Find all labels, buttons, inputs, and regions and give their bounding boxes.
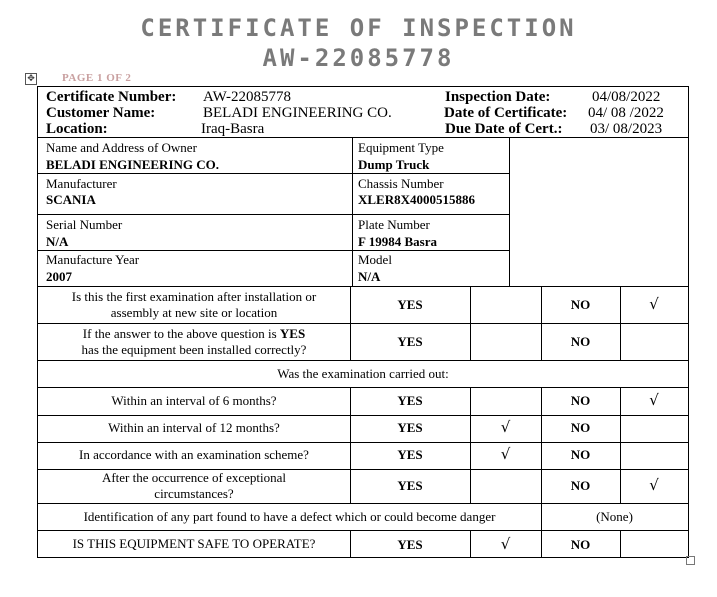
safe-yes-checkmark-icon[interactable]: √ bbox=[500, 535, 511, 553]
q5-yes-checkmark-icon[interactable]: √ bbox=[500, 445, 511, 463]
manufacturer-label: Manufacturer bbox=[46, 176, 117, 191]
q1-yes-label: YES bbox=[397, 297, 423, 312]
defect-identification-value: (None) bbox=[596, 509, 633, 524]
q5-yes-label: YES bbox=[397, 447, 423, 462]
owner-value: BELADI ENGINEERING CO. bbox=[46, 157, 220, 172]
equipment-type-label: Equipment Type bbox=[358, 140, 444, 155]
q3-yes-label: YES bbox=[397, 393, 423, 408]
q3-no-label: NO bbox=[570, 393, 591, 408]
chassis-number-value: XLER8X4000515886 bbox=[358, 192, 476, 207]
question-exceptional-circumstances: After the occurrence of exceptional circumstances? bbox=[101, 470, 287, 501]
table-resize-handle-icon[interactable] bbox=[686, 556, 695, 565]
plate-number-value: F 19984 Basra bbox=[358, 234, 437, 249]
chassis-number-label: Chassis Number bbox=[358, 176, 444, 191]
q4-no-label: NO bbox=[570, 420, 591, 435]
location-label: Location: bbox=[46, 121, 108, 137]
q3-no-checkmark-icon[interactable]: √ bbox=[649, 391, 659, 409]
q2-yes-label: YES bbox=[397, 334, 423, 349]
q5-no-label: NO bbox=[570, 447, 591, 462]
question-6-months: Within an interval of 6 months? bbox=[111, 393, 277, 408]
cert-number-value: AW-22085778 bbox=[203, 89, 291, 105]
certificate-title: CERTIFICATE OF INSPECTION bbox=[140, 14, 577, 42]
manufacturer-value: SCANIA bbox=[46, 192, 96, 207]
q6-yes-label: YES bbox=[397, 478, 423, 493]
q4-yes-label: YES bbox=[397, 420, 423, 435]
page-label: PAGE 1 OF 2 bbox=[62, 72, 132, 84]
q1-no-checkmark-icon[interactable]: √ bbox=[649, 295, 659, 313]
defect-identification-label: Identification of any part found to have a defect which or could become danger bbox=[83, 509, 496, 524]
q6-no-label: NO bbox=[570, 478, 591, 493]
safe-no-label: NO bbox=[570, 537, 591, 552]
date-of-certificate-label: Date of Certificate: bbox=[444, 105, 568, 121]
inspection-date-value: 04/08/2022 bbox=[592, 89, 661, 105]
due-date-value: 03/ 08/2023 bbox=[590, 121, 663, 137]
owner-label: Name and Address of Owner bbox=[46, 140, 197, 155]
table-move-handle-icon[interactable]: ✥ bbox=[25, 73, 37, 85]
equipment-type-value: Dump Truck bbox=[358, 157, 430, 172]
examination-section-heading: Was the examination carried out: bbox=[277, 366, 449, 381]
q6-no-checkmark-icon[interactable]: √ bbox=[649, 476, 659, 494]
safe-yes-label: YES bbox=[397, 537, 423, 552]
model-label: Model bbox=[358, 252, 392, 267]
question-first-examination: Is this the first examination after installation or assembly at new site or location bbox=[71, 289, 317, 320]
model-value: N/A bbox=[358, 269, 381, 284]
question-12-months: Within an interval of 12 months? bbox=[108, 420, 280, 435]
cert-number-label: Certificate Number: bbox=[46, 89, 177, 105]
inspection-table bbox=[37, 86, 689, 558]
due-date-label: Due Date of Cert.: bbox=[445, 121, 563, 137]
q4-yes-checkmark-icon[interactable]: √ bbox=[500, 418, 511, 436]
question-examination-scheme: In accordance with an examination scheme? bbox=[79, 447, 309, 462]
manufacture-year-label: Manufacture Year bbox=[46, 252, 140, 267]
customer-value: BELADI ENGINEERING CO. bbox=[203, 105, 392, 121]
manufacture-year-value: 2007 bbox=[46, 269, 72, 284]
serial-number-label: Serial Number bbox=[46, 217, 123, 232]
date-of-certificate-value: 04/ 08 /2022 bbox=[588, 105, 664, 121]
plate-number-label: Plate Number bbox=[358, 217, 430, 232]
location-value: Iraq-Basra bbox=[201, 121, 265, 137]
question-installed-correctly: If the answer to the above question is YES has the equipment been installed correctly? bbox=[81, 326, 307, 357]
customer-label: Customer Name: bbox=[46, 105, 156, 121]
serial-number-value: N/A bbox=[46, 234, 69, 249]
certificate-number-title: AW-22085778 bbox=[262, 44, 455, 72]
inspection-date-label: Inspection Date: bbox=[445, 89, 551, 105]
q2-no-label: NO bbox=[570, 334, 591, 349]
safe-to-operate-question: IS THIS EQUIPMENT SAFE TO OPERATE? bbox=[72, 536, 316, 551]
q1-no-label: NO bbox=[570, 297, 591, 312]
